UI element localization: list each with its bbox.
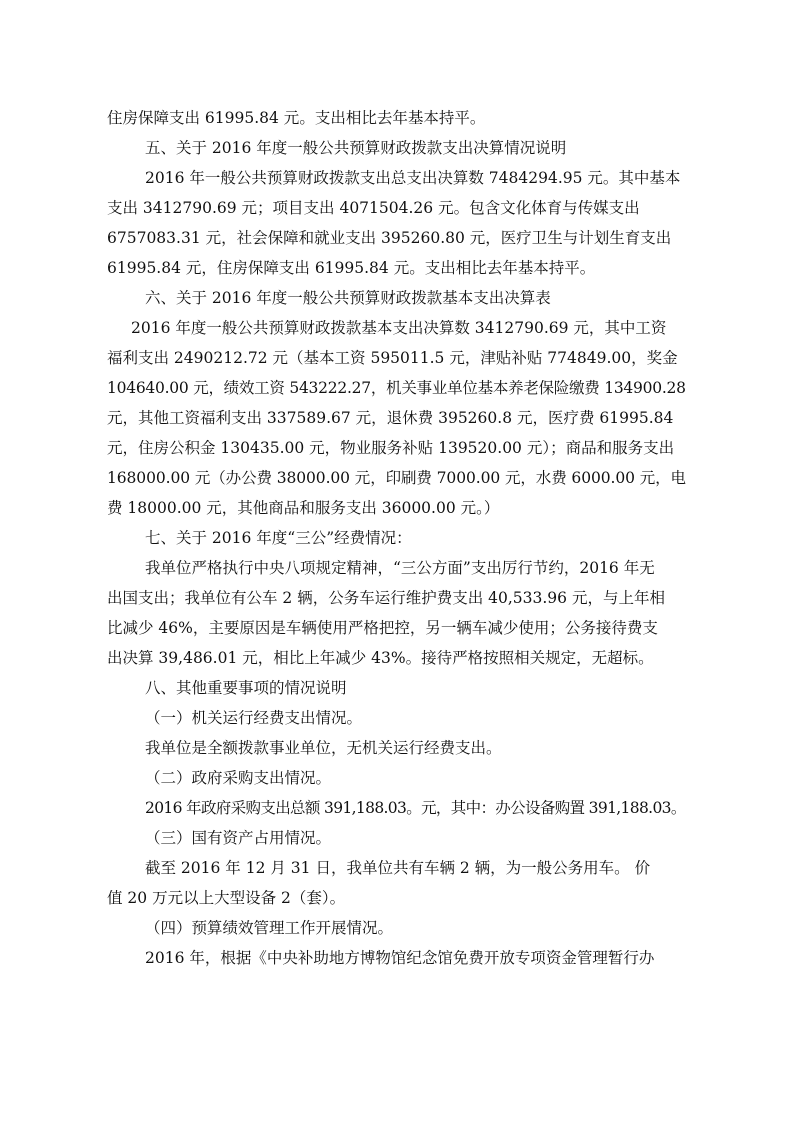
body-text-line: 福利支出 2490212.72 元（基本工资 595011.5 元，津贴补贴 774849.00，奖金: [107, 349, 678, 367]
body-text-line: 104640.00 元，绩效工资 543222.27，机关事业单位基本养老保险缴费 134900.28: [107, 379, 686, 397]
body-text-line: 2016 年政府采购支出总额 391,188.03。元，其中：办公设备购置 391,188.03。: [145, 799, 686, 817]
body-text-line: 费 18000.00 元，其他商品和服务支出 36000.00 元。）: [107, 499, 500, 517]
body-text-line: 比减少 46%，主要原因是车辆使用严格把控，另一辆车减少使用；公务接待费支: [107, 619, 658, 637]
body-text-line: 2016 年度一般公共预算财政拨款基本支出决算数 3412790.69 元，其中工资: [131, 319, 667, 337]
subsection-heading-1: （一）机关运行经费支出情况。: [145, 709, 363, 727]
subsection-heading-2: （二）政府采购支出情况。: [145, 769, 332, 787]
section-heading-7: 七、关于 2016 年度“三公”经费情况：: [145, 529, 412, 547]
body-text-line: 截至 2016 年 12 月 31 日，我单位共有车辆 2 辆，为一般公务用车。 价: [145, 859, 651, 877]
body-text-line: 元，住房公积金 130435.00 元，物业服务补贴 139520.00 元）；商品和服务支出: [107, 439, 675, 457]
section-heading-8: 八、其他重要事项的情况说明: [145, 679, 347, 697]
body-text-line: 2016 年，根据《中央补助地方博物馆纪念馆免费开放专项资金管理暂行办: [145, 949, 655, 967]
body-text-line: 值 20 万元以上大型设备 2（套）。: [107, 889, 346, 907]
body-text-line: 住房保障支出 61995.84 元。支出相比去年基本持平。: [107, 109, 486, 127]
body-text-line: 我单位严格执行中央八项规定精神，“三公方面”支出厉行节约，2016 年无: [145, 559, 655, 577]
body-text-line: 支出 3412790.69 元；项目支出 4071504.26 元。包含文化体育与传媒支出: [107, 199, 640, 217]
body-text-line: 168000.00 元（办公费 38000.00 元，印刷费 7000.00 元，水费 6000.00 元，电: [107, 469, 686, 487]
body-text-line: 2016 年一般公共预算财政拨款支出总支出决算数 7484294.95 元。其中基本: [145, 169, 681, 187]
section-heading-5: 五、关于 2016 年度一般公共预算财政拨款支出决算情况说明: [145, 139, 567, 157]
body-text-line: 元，其他工资福利支出 337589.67 元，退休费 395260.8 元，医疗费 61995.84: [107, 409, 674, 427]
body-text-line: 我单位是全额拨款事业单位，无机关运行经费支出。: [145, 739, 502, 757]
subsection-heading-4: （四）预算绩效管理工作开展情况。: [145, 919, 394, 937]
body-text-line: 出国支出；我单位有公车 2 辆，公务车运行维护费支出 40,533.96 元，与上年相: [107, 589, 665, 607]
section-heading-6: 六、关于 2016 年度一般公共预算财政拨款基本支出决算表: [145, 289, 551, 307]
subsection-heading-3: （三）国有资产占用情况。: [145, 829, 332, 847]
body-text-line: 出决算 39,486.01 元，相比上年减少 43%。接待严格按照相关规定，无超标。: [107, 649, 654, 667]
body-text-line: 61995.84 元，住房保障支出 61995.84 元。支出相比去年基本持平。: [107, 259, 596, 277]
body-text-line: 6757083.31 元，社会保障和就业支出 395260.80 元，医疗卫生与计划生育支出: [107, 229, 672, 247]
